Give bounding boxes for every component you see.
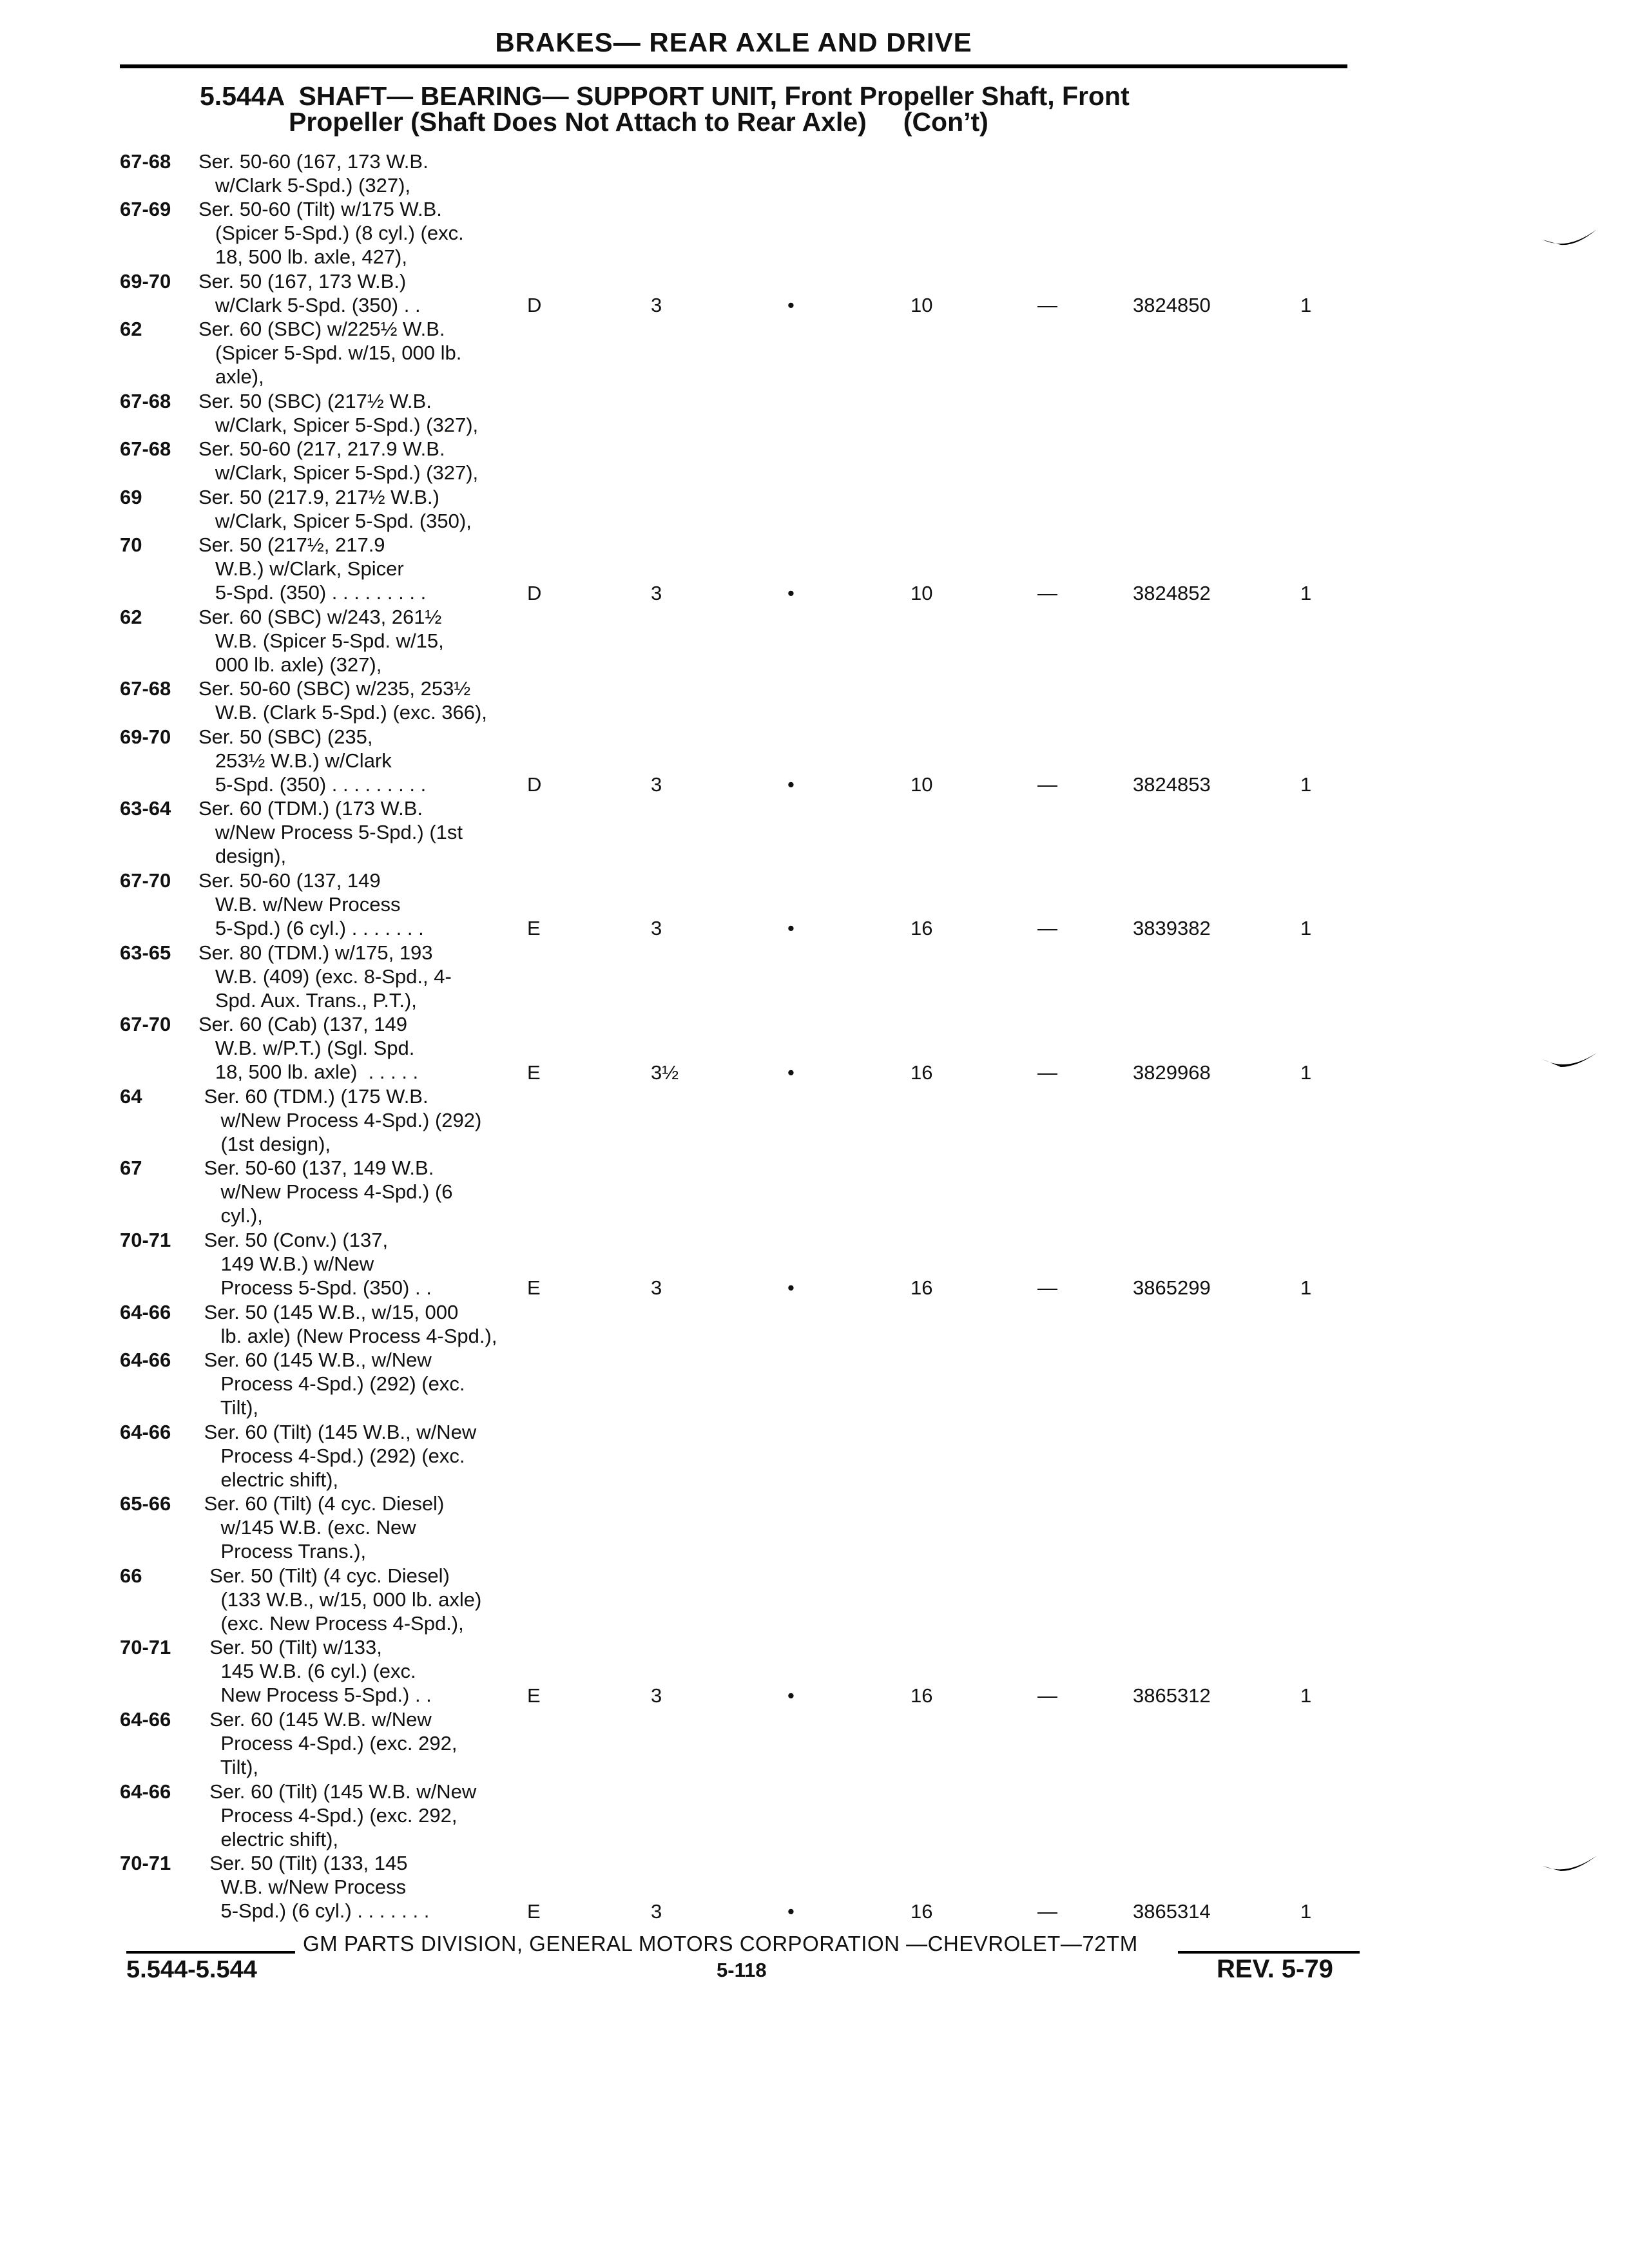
length-cell: 10 [911,581,933,604]
footer-rule-left [126,1951,295,1954]
dash-cell: — [1037,1276,1057,1300]
binder-mark-icon [1541,1852,1599,1884]
dash-cell: — [1037,294,1057,317]
entry-years: 70-71 [120,1229,171,1251]
dash-cell: — [1037,581,1057,604]
footer-section-range: 5.544-5.544 [126,1956,257,1983]
bullet-cell: • [787,581,795,604]
entry-years: 64-66 [120,1420,171,1443]
entry-description: Ser. 60 (145 W.B., w/New Process 4-Spd.) (292) (exc. Tilt), [204,1349,465,1419]
entry-description: Ser. 60 (145 W.B. w/New Process 4-Spd.) (exc. 292, Tilt), [209,1708,458,1778]
bullet-cell: • [787,1684,795,1707]
qty-cell: 3 [651,1276,662,1300]
entry-description: Ser. 50 (Tilt) (4 cyc. Diesel) (133 W.B., w/15, 000 lb. axle) (exc. New Process 4-Spd.), [209,1564,482,1635]
entry-years: 67-70 [120,1013,171,1036]
count-cell: 1 [1300,773,1312,796]
entry-description: Ser. 60 (Tilt) (145 W.B., w/New Process 4-Spd.) (292) (exc. electric shift), [204,1420,477,1491]
length-cell: 10 [911,773,933,796]
qty-cell: 3 [651,773,662,796]
count-cell: 1 [1300,294,1312,317]
entry-description: Ser. 60 (Tilt) (145 W.B. w/New Process 4-Spd.) (exc. 292, electric shift), [209,1780,477,1850]
dash-cell: — [1037,1684,1057,1707]
entry-years: 62 [120,318,142,341]
entry-description: Ser. 50 (Tilt) w/133, 145 W.B. (6 cyl.) (exc. New Process 5-Spd.) . . [209,1636,432,1707]
page-header: BRAKES— REAR AXLE AND DRIVE [495,27,972,57]
entry-years: 66 [120,1564,142,1587]
section-title-line1: 5.544A SHAFT— BEARING— SUPPORT UNIT, Front Propeller Shaft, Front [200,81,1130,111]
entry-description: Ser. 60 (SBC) w/225½ W.B. (Spicer 5-Spd. w/15, 000 lb. axle), [198,318,462,389]
entry-description: Ser. 50 (217.9, 217½ W.B.) w/Clark, Spicer 5-Spd. (350), [198,485,472,532]
count-cell: 1 [1300,1061,1312,1084]
section-title-line2: Propeller (Shaft Does Not Attach to Rear Axle) (Con’t) [289,107,988,137]
part-number-cell: 3839382 [1133,917,1211,940]
count-cell: 1 [1300,1899,1312,1923]
entry-description: Ser. 60 (Cab) (137, 149 W.B. w/P.T.) (Sgl. Spd. 18, 500 lb. axle) . . . . . [198,1013,419,1084]
count-cell: 1 [1300,1276,1312,1300]
count-cell: 1 [1300,1684,1312,1707]
entry-years: 64-66 [120,1300,171,1323]
bullet-cell: • [787,1061,795,1084]
entry-years: 64-66 [120,1349,171,1371]
length-cell: 16 [911,1276,933,1300]
code-cell: E [527,1684,541,1707]
dash-cell: — [1037,917,1057,940]
binder-mark-icon [1541,226,1599,258]
footer-line: GM PARTS DIVISION, GENERAL MOTORS CORPORATION —CHEVROLET—72TM [303,1932,1138,1956]
entry-description: Ser. 60 (SBC) w/243, 261½ W.B. (Spicer 5-Spd. w/15, 000 lb. axle) (327), [198,605,444,676]
entry-years: 64-66 [120,1780,171,1803]
code-cell: E [527,917,541,940]
part-number-cell: 3865299 [1133,1276,1211,1300]
length-cell: 16 [911,917,933,940]
entry-years: 67-70 [120,869,171,892]
entry-description: Ser. 60 (TDM.) (173 W.B. w/New Process 5-Spd.) (1st design), [198,797,463,868]
code-cell: D [527,773,542,796]
entry-description: Ser. 50 (Conv.) (137, 149 W.B.) w/New Process 5-Spd. (350) . . [204,1229,432,1299]
entry-description: Ser. 50-60 (217, 217.9 W.B. w/Clark, Spicer 5-Spd.) (327), [198,437,479,485]
entry-years: 69-70 [120,725,171,748]
entry-years: 63-65 [120,941,171,964]
entry-years: 64 [120,1084,142,1108]
entry-years: 70-71 [120,1852,171,1875]
bullet-cell: • [787,917,795,940]
entry-description: Ser. 50 (217½, 217.9 W.B.) w/Clark, Spicer 5-Spd. (350) . . . . . . . . . [198,533,427,604]
dash-cell: — [1037,1061,1057,1084]
entry-description: Ser. 50 (167, 173 W.B.) w/Clark 5-Spd. (350) . . [198,270,421,316]
bullet-cell: • [787,294,795,317]
entry-description: Ser. 50-60 (137, 149 W.B. w/New Process 5-Spd.) (6 cyl.) . . . . . . . [198,869,424,939]
code-cell: E [527,1276,541,1300]
part-number-cell: 3824853 [1133,773,1211,796]
entry-years: 63-64 [120,797,171,820]
code-cell: E [527,1899,541,1923]
code-cell: D [527,581,542,604]
qty-cell: 3½ [651,1061,679,1084]
entry-years: 62 [120,605,142,628]
entry-years: 70-71 [120,1636,171,1659]
qty-cell: 3 [651,294,662,317]
entry-years: 64-66 [120,1708,171,1731]
qty-cell: 3 [651,1684,662,1707]
entry-description: Ser. 60 (TDM.) (175 W.B. w/New Process 4-Spd.) (292) (1st design), [204,1084,482,1155]
length-cell: 16 [911,1061,933,1084]
bullet-cell: • [787,1899,795,1923]
bullet-cell: • [787,1276,795,1300]
entry-years: 67-68 [120,150,171,173]
entry-description: Ser. 50-60 (137, 149 W.B. w/New Process 4-Spd.) (6 cyl.), [204,1157,453,1227]
entry-years: 65-66 [120,1492,171,1515]
count-cell: 1 [1300,581,1312,604]
entry-description: Ser. 50-60 (SBC) w/235, 253½ W.B. (Clark 5-Spd.) (exc. 366), [198,677,487,724]
part-number-cell: 3829968 [1133,1061,1211,1084]
footer-page-number: 5-118 [717,1959,767,1981]
part-number-cell: 3824852 [1133,581,1211,604]
part-number-cell: 3865312 [1133,1684,1211,1707]
entry-description: Ser. 80 (TDM.) w/175, 193 W.B. (409) (exc. 8-Spd., 4- Spd. Aux. Trans., P.T.), [198,941,452,1012]
entry-description: Ser. 50 (Tilt) (133, 145 W.B. w/New Process 5-Spd.) (6 cyl.) . . . . . . . [209,1852,430,1923]
entry-years: 67-68 [120,390,171,412]
footer-rule-right [1178,1951,1360,1954]
code-cell: D [527,294,542,317]
footer-revision: REV. 5-79 [1217,1955,1333,1983]
entry-description: Ser. 50-60 (167, 173 W.B. w/Clark 5-Spd.) (327), [198,150,429,197]
entry-years: 67-69 [120,198,171,221]
entry-years: 67 [120,1157,142,1180]
entry-years: 69-70 [120,270,171,293]
entry-description: Ser. 50-60 (Tilt) w/175 W.B. (Spicer 5-Spd.) (8 cyl.) (exc. 18, 500 lb. axle, 427), [198,198,464,269]
entry-description: Ser. 50 (145 W.B., w/15, 000 lb. axle) (New Process 4-Spd.), [204,1300,497,1347]
qty-cell: 3 [651,1899,662,1923]
part-number-cell: 3865314 [1133,1899,1211,1923]
length-cell: 10 [911,294,933,317]
bullet-cell: • [787,773,795,796]
dash-cell: — [1037,1899,1057,1923]
length-cell: 16 [911,1899,933,1923]
entry-description: Ser. 60 (Tilt) (4 cyc. Diesel) w/145 W.B. (exc. New Process Trans.), [204,1492,445,1563]
entry-years: 69 [120,485,142,508]
entry-years: 67-68 [120,677,171,700]
entry-description: Ser. 50 (SBC) (235, 253½ W.B.) w/Clark 5-Spd. (350) . . . . . . . . . [198,725,427,796]
dash-cell: — [1037,773,1057,796]
qty-cell: 3 [651,581,662,604]
entry-description: Ser. 50 (SBC) (217½ W.B. w/Clark, Spicer 5-Spd.) (327), [198,390,479,436]
entry-years: 67-68 [120,437,171,461]
entry-years: 70 [120,533,142,557]
length-cell: 16 [911,1684,933,1707]
count-cell: 1 [1300,917,1312,940]
binder-mark-icon [1541,1050,1599,1082]
part-number-cell: 3824850 [1133,294,1211,317]
header-rule [120,64,1347,68]
qty-cell: 3 [651,917,662,940]
code-cell: E [527,1061,541,1084]
